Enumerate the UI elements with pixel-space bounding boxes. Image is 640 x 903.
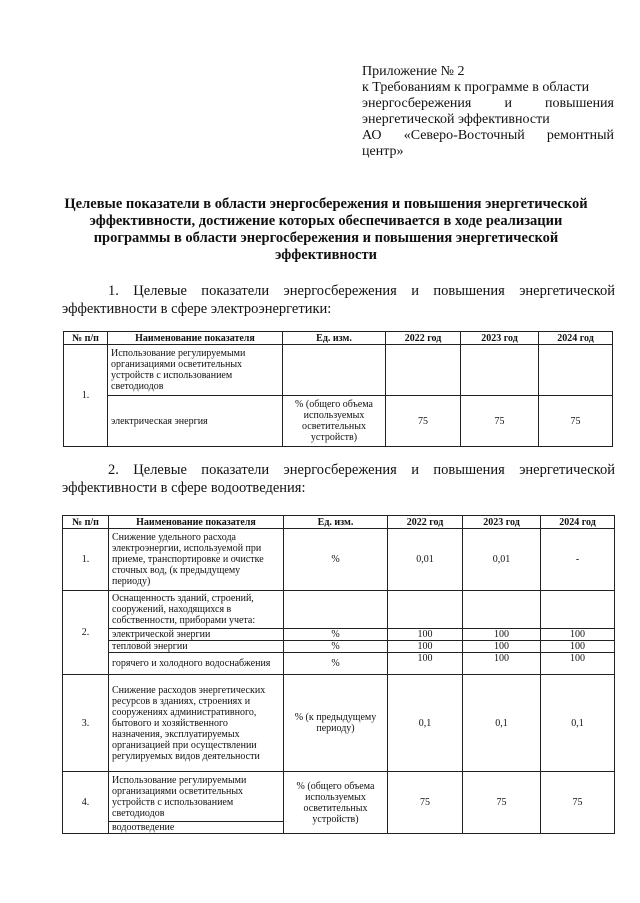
- header-2023: 2023 год: [461, 332, 539, 345]
- value-2023: 75: [463, 772, 541, 834]
- empty-cell: [283, 345, 386, 396]
- row-num: 3.: [63, 675, 109, 772]
- header-name: Наименование показателя: [108, 332, 283, 345]
- value-2022: 100: [388, 641, 463, 653]
- value-2023: 100: [463, 629, 541, 641]
- value-2024: -: [541, 529, 615, 591]
- table-subrow: [63, 629, 615, 641]
- header-num: № п/п: [64, 332, 108, 345]
- appendix-header: [362, 64, 614, 160]
- row-unit: % (общего объема используемых осветительных устройств): [284, 772, 388, 834]
- empty-cell: [284, 591, 388, 629]
- appendix-line: энергетической эффективности: [362, 112, 550, 127]
- row-unit: %: [284, 529, 388, 591]
- empty-cell: [463, 591, 541, 629]
- empty-cell: [388, 591, 463, 629]
- subrow-name: электрической энергии: [109, 629, 284, 641]
- header-unit: Ед. изм.: [284, 516, 388, 529]
- value-2024: 100: [541, 629, 615, 641]
- table-subrow: [63, 641, 615, 653]
- row-unit: %: [284, 629, 388, 641]
- header-2024: 2024 год: [541, 516, 615, 529]
- table-header-row: [64, 332, 613, 345]
- section-line: эффективности в сфере электроэнергетики:: [62, 301, 332, 317]
- table-row: [64, 345, 613, 396]
- appendix-line: АО «Северо-Восточный ремонтный: [362, 128, 614, 143]
- row-name: Оснащенность зданий, строений, сооружений, находящихся в собственности, приборами учета:: [109, 591, 284, 629]
- appendix-line: к Требованиям к программе в области: [362, 80, 590, 95]
- row-name: Снижение удельного расхода электроэнергии, используемой при приеме, транспортировке и очистке сточных вод, (к предыдущему периоду): [109, 529, 284, 591]
- table-row: [63, 772, 615, 822]
- value-2022: 75: [388, 772, 463, 834]
- value-2024: 0,1: [541, 675, 615, 772]
- appendix-line: центр»: [362, 144, 404, 159]
- table-row: [64, 396, 613, 447]
- value-2023: 0,1: [463, 675, 541, 772]
- value-2022: 100: [388, 653, 463, 675]
- header-name: Наименование показателя: [109, 516, 284, 529]
- section-line: 2. Целевые показатели энергосбережения и повышения энергетической: [108, 462, 615, 478]
- empty-cell: [541, 591, 615, 629]
- row-num: 2.: [63, 591, 109, 675]
- value-2023: 100: [463, 653, 541, 675]
- appendix-line: Приложение № 2: [362, 64, 465, 79]
- section-2-heading: [62, 461, 615, 497]
- row-unit: %: [284, 641, 388, 653]
- row-num: 4.: [63, 772, 109, 834]
- value-2022: 0,01: [388, 529, 463, 591]
- value-2023: 0,01: [463, 529, 541, 591]
- table-wastewater: [62, 515, 615, 834]
- subrow-name: горячего и холодного водоснабжения: [109, 653, 284, 675]
- table-header-row: [63, 516, 615, 529]
- header-2023: 2023 год: [463, 516, 541, 529]
- row-name: электрическая энергия: [108, 396, 283, 447]
- value-2023: 75: [461, 396, 539, 447]
- header-num: № п/п: [63, 516, 109, 529]
- empty-cell: [461, 345, 539, 396]
- table-row: [63, 529, 615, 591]
- appendix-line: энергосбережения и повышения: [362, 96, 614, 111]
- empty-cell: [386, 345, 461, 396]
- table-row: [63, 591, 615, 629]
- header-2024: 2024 год: [539, 332, 613, 345]
- row-unit: %: [284, 653, 388, 675]
- row-name: Использование регулируемыми организациями осветительных устройств с использованием светодиодов: [109, 772, 284, 822]
- header-2022: 2022 год: [386, 332, 461, 345]
- subrow-name: тепловой энергии: [109, 641, 284, 653]
- row-num: 1.: [64, 345, 108, 447]
- row-name: Снижение расходов энергетических ресурсов в зданиях, строениях и сооружениях административного, бытового и хозяйственного назначения, эксплуатируемых организацией при осуществлении регулируемых видов деятельности: [109, 675, 284, 772]
- table-electricity: [63, 331, 613, 447]
- value-2022: 0,1: [388, 675, 463, 772]
- subrow-name: водоотведение: [109, 822, 284, 834]
- table-subrow: [63, 653, 615, 675]
- document-title: Целевые показатели в области энергосбережения и повышения энергетической эффективности, достижение которых обеспечивается в ходе реализации программы в области энергосбережения и повышения энергетической эффективности: [64, 196, 588, 263]
- value-2024: 75: [541, 772, 615, 834]
- value-2024: 100: [541, 641, 615, 653]
- row-unit: % (общего объема используемых осветительных устройств): [283, 396, 386, 447]
- row-unit: % (к предыдущему периоду): [284, 675, 388, 772]
- value-2024: 75: [539, 396, 613, 447]
- section-1-heading: [62, 282, 615, 318]
- empty-cell: [539, 345, 613, 396]
- section-line: 1. Целевые показатели энергосбережения и повышения энергетической: [108, 283, 615, 299]
- value-2022: 75: [386, 396, 461, 447]
- value-2024: 100: [541, 653, 615, 675]
- value-2023: 100: [463, 641, 541, 653]
- header-unit: Ед. изм.: [283, 332, 386, 345]
- value-2022: 100: [388, 629, 463, 641]
- table-row: [63, 675, 615, 772]
- section-line: эффективности в сфере водоотведения:: [62, 480, 306, 496]
- header-2022: 2022 год: [388, 516, 463, 529]
- row-num: 1.: [63, 529, 109, 591]
- row-name: Использование регулируемыми организациями осветительных устройств с использованием светодиодов: [108, 345, 283, 396]
